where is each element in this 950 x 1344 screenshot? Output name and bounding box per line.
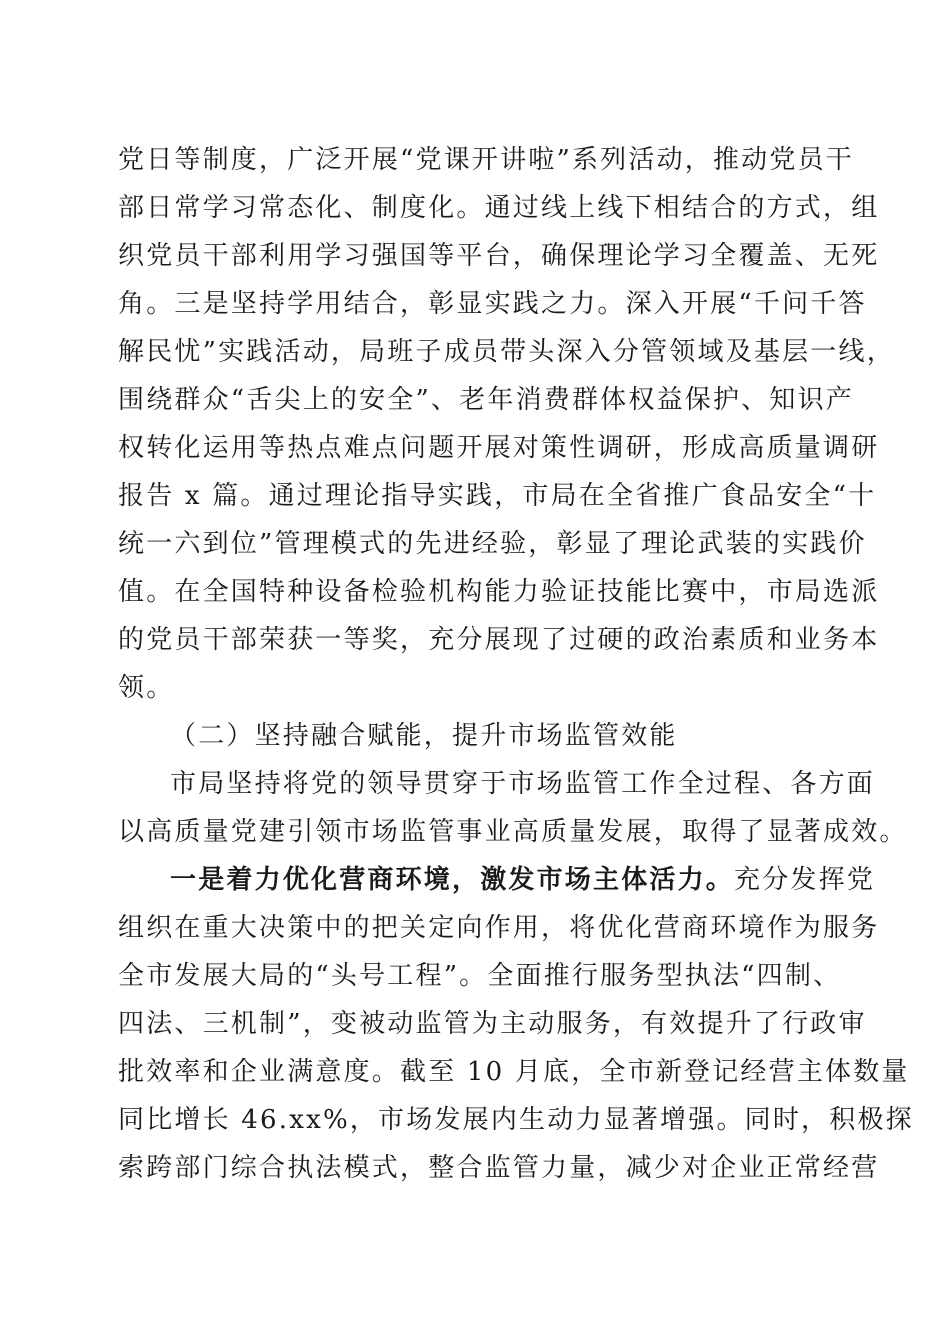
paragraph-lead: 一是着力优化营商环境，激发市场主体活力。: [170, 865, 735, 895]
text-line: 统一六到位”管理模式的先进经验，彰显了理论武装的实践价: [118, 529, 867, 559]
paragraph-lead-rest: 充分发挥党: [734, 865, 876, 895]
text-line: 市局坚持将党的领导贯穿于市场监管工作全过程、各方面: [170, 769, 876, 799]
text-line: 组织在重大决策中的把关定向作用，将优化营商环境作为服务: [118, 913, 880, 943]
text-line: 同比增长 46.xx%，市场发展内生动力显著增强。同时，积极探: [118, 1105, 914, 1135]
text-line: 部日常学习常态化、制度化。通过线上线下相结合的方式，组: [118, 193, 880, 223]
text-line: 的党员干部荣获一等奖，充分展现了过硬的政治素质和业务本: [118, 625, 880, 655]
section-heading: （二）坚持融合赋能，提升市场监管效能: [170, 721, 678, 751]
text-line: 以高质量党建引领市场监管事业高质量发展，取得了显著成效。: [118, 817, 908, 847]
text-line: 四法、三机制”，变被动监管为主动服务，有效提升了行政审: [118, 1009, 867, 1039]
paragraph-lead-line: [170, 860, 876, 900]
text-line: 权转化运用等热点难点问题开展对策性调研，形成高质量调研: [118, 433, 880, 463]
text-line: 全市发展大局的“头号工程”。全面推行服务型执法“四制、: [118, 961, 842, 991]
text-line: 角。三是坚持学用结合，彰显实践之力。深入开展“千问千答: [118, 289, 867, 319]
text-line: 报告 x 篇。通过理论指导实践，市局在全省推广食品安全“十: [118, 481, 877, 511]
text-line: 批效率和企业满意度。截至 10 月底，全市新登记经营主体数量: [118, 1057, 910, 1087]
text-line: 索跨部门综合执法模式，整合监管力量，减少对企业正常经营: [118, 1153, 880, 1183]
text-line: 围绕群众“舌尖上的安全”、老年消费群体权益保护、知识产: [118, 385, 854, 415]
text-line: 织党员干部利用学习强国等平台，确保理论学习全覆盖、无死: [118, 241, 880, 271]
text-line: 领。: [118, 673, 175, 703]
text-line: 值。在全国特种设备检验机构能力验证技能比赛中，市局选派: [118, 577, 880, 607]
text-line: 党日等制度，广泛开展“党课开讲啦”系列活动，推动党员干: [118, 145, 854, 175]
text-line: 解民忧”实践活动，局班子成员带头深入分管领域及基层一线，: [118, 337, 895, 367]
